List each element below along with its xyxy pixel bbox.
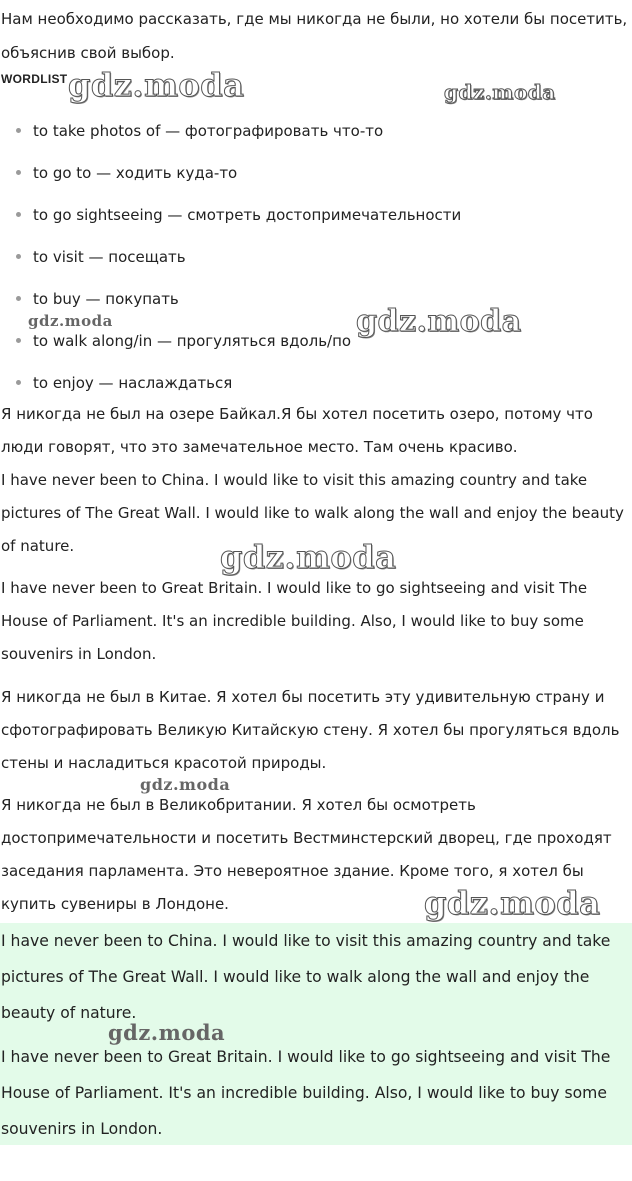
watermark: gdz.moda: [356, 304, 522, 339]
list-item: to buy — покупать: [0, 281, 620, 323]
paragraph-britain-ru: Я никогда не был в Великобритании. Я хотел бы осмотреть достопримечательности и посетить Вестминстерский дворец, где проходят заседания парламента. Это невероятное здание. Кроме того, я хотел бы купить сувениры в Лондоне.: [1, 796, 612, 913]
watermark: gdz.moda: [424, 884, 601, 922]
list-item: to take photos of — фотографировать что-то: [0, 113, 620, 155]
watermark: gdz.moda: [444, 80, 556, 104]
paragraph-china-en: I have never been to China. I would like to visit this amazing country and take pictures of The Great Wall. I would like to walk along the wall and enjoy the beauty of nature.: [1, 471, 624, 555]
paragraph-china-ru: Я никогда не был в Китае. Я хотел бы посетить эту удивительную страну и сфотографировать Великую Китайскую стену. Я хотел бы прогуляться вдоль стены и насладиться красотой природы.: [1, 688, 620, 772]
list-item: to enjoy — наслаждаться: [0, 365, 620, 407]
list-item: to visit — посещать: [0, 239, 620, 281]
task-intro: Нам необходимо рассказать, где мы никогда не были, но хотели бы посетить, объяснив свой выбор.: [1, 10, 628, 62]
wordlist-heading: WORDLIST: [1, 72, 68, 86]
paragraph-baikal: Я никогда не был на озере Байкал.Я бы хотел посетить озеро, потому что люди говорят, что это замечательное место. Там очень красиво.: [1, 405, 593, 456]
list-item: to go to — ходить куда-то: [0, 155, 620, 197]
paragraph-britain-en: I have never been to Great Britain. I would like to go sightseeing and visit The House of Parliament. It's an incredible building. Also, I would like to buy some souvenirs in London.: [1, 579, 588, 663]
watermark: gdz.moda: [108, 1020, 226, 1045]
watermark: gdz.moda: [28, 312, 113, 330]
answer-box: [0, 923, 632, 1145]
word-list: [0, 113, 620, 407]
list-item: to walk along/in — прогуляться вдоль/по: [0, 323, 620, 365]
watermark: gdz.moda: [220, 538, 397, 576]
list-item: to go sightseeing — смотреть достопримечательности: [0, 197, 620, 239]
watermark: gdz.moda: [140, 775, 231, 794]
answer-china-en: I have never been to China. I would like to visit this amazing country and take pictures of The Great Wall. I would like to walk along the wall and enjoy the beauty of nature.: [1, 932, 611, 1022]
watermark: gdz.moda: [68, 66, 245, 104]
answer-britain-en: I have never been to Great Britain. I would like to go sightseeing and visit The House of Parliament. It's an incredible building. Also, I would like to buy some souvenirs in London.: [1, 1048, 611, 1138]
